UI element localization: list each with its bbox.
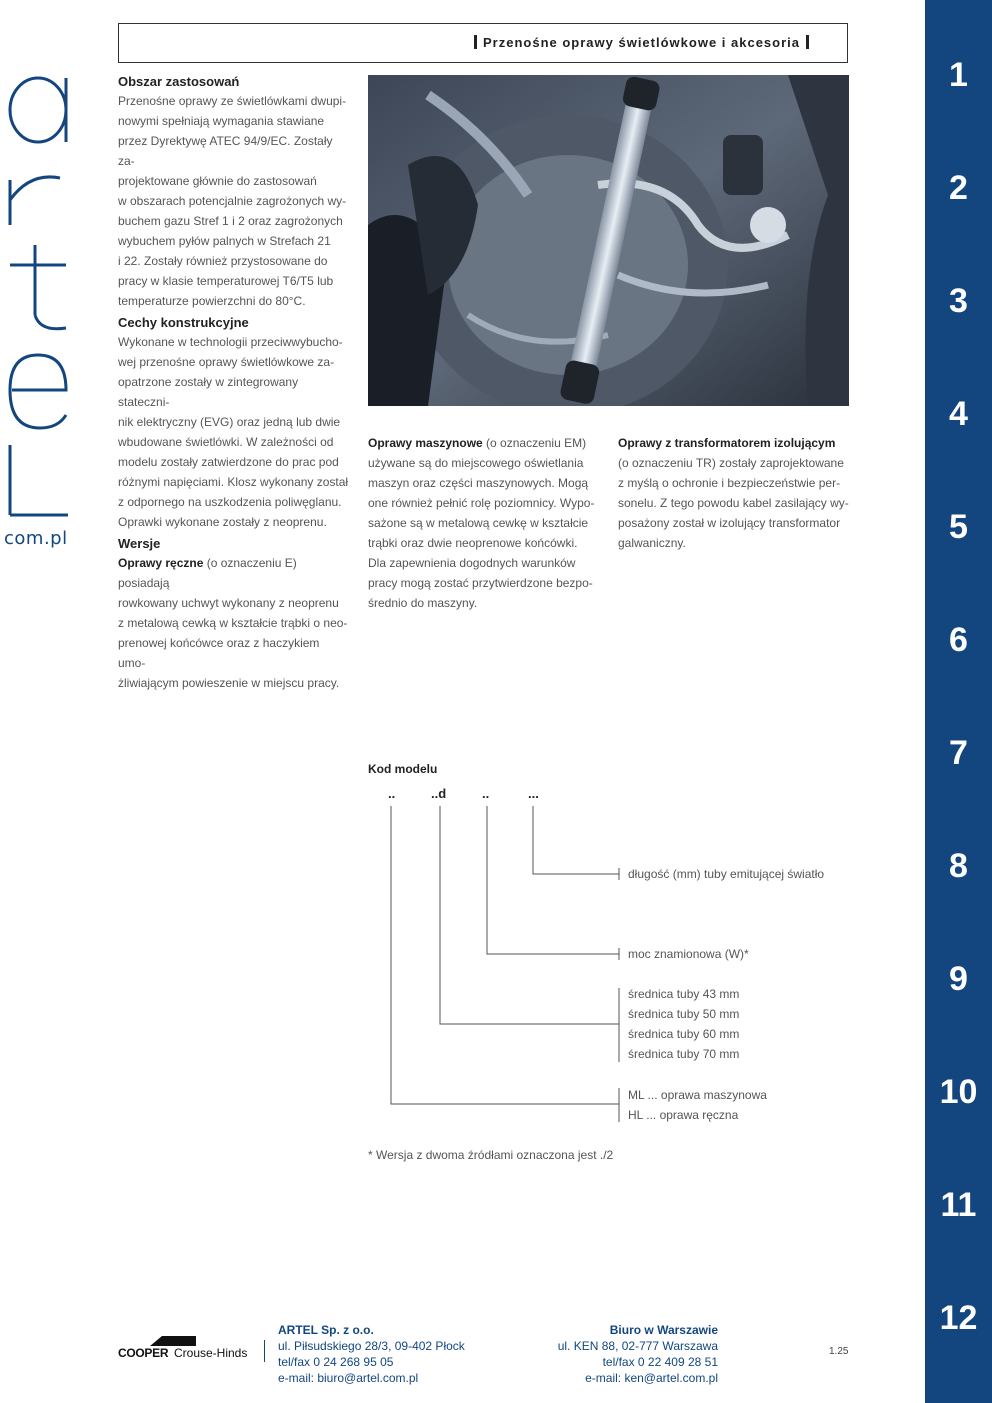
maszynowe-line: trąbki oraz dwie neoprenowe końcówki. [368, 536, 578, 550]
kod-code-3: .. [482, 786, 490, 801]
wersje-heading: Wersje [118, 536, 161, 551]
cooper-brand-rest: Crouse-Hinds [174, 1346, 248, 1360]
obszar-line: projektowane głównie do zastosowań [118, 174, 317, 188]
kod-srednica: średnica tuby 50 mm [628, 1007, 740, 1021]
kod-code-1: .. [388, 786, 396, 801]
transformator-line: sonelu. Z tego powodu kabel zasilający wy- [618, 496, 849, 510]
wersje-line: żliwiającym powieszenie w miejscu pracy. [118, 676, 340, 690]
footer-company [278, 1322, 465, 1386]
wersje-first: (o oznaczeniu E) posiadają [118, 556, 297, 590]
transformator-line: z myślą o ochronie i bezpieczeństwie per- [618, 476, 841, 490]
maszynowe-line: maszyn oraz części maszynowych. Mogą [368, 476, 589, 490]
wersje-line: rowkowany uchwyt wykonany z neoprenu [118, 596, 339, 610]
tab-10[interactable]: 10 [939, 1073, 978, 1111]
maszynowe-bold: Oprawy maszynowe [368, 436, 483, 450]
tab-2[interactable]: 2 [949, 169, 968, 207]
tab-6[interactable]: 6 [949, 621, 968, 659]
tab-9[interactable]: 9 [949, 960, 968, 998]
kod-typ: HL ... oprawa ręczna [628, 1108, 739, 1122]
tab-7[interactable]: 7 [949, 734, 968, 772]
tab-1[interactable]: 1 [949, 56, 968, 94]
tab-11[interactable]: 11 [940, 1186, 977, 1224]
header-title: Przenośne oprawy świetlówkowe i akcesoria [483, 35, 800, 50]
wersje-bold: Oprawy ręczne [118, 556, 204, 570]
tab-3[interactable]: 3 [949, 282, 968, 320]
maszynowe-line: sażone są w metalową cewkę w kształcie [368, 516, 589, 530]
cechy-line: wej przenośne oprawy świetlówkowe za- [118, 355, 335, 369]
obszar-line: pracy w klasie temperaturowej T6/T5 lub [118, 274, 334, 288]
transformator-line: galwaniczny. [618, 536, 686, 550]
tab-12[interactable]: 12 [939, 1299, 978, 1337]
cechy-line: z odpornego na uszkodzenia poliwęglanu. [118, 495, 342, 509]
kod-heading: Kod modelu [368, 762, 438, 776]
maszynowe-line: one również pełnić rolę poziomnicy. Wypo- [368, 496, 595, 510]
obszar-heading: Obszar zastosowań [118, 74, 240, 89]
tab-5[interactable]: 5 [949, 508, 968, 546]
office-email: e-mail: ken@artel.com.pl [585, 1371, 718, 1385]
maszynowe-first: (o oznaczeniu EM) [482, 436, 587, 450]
chapter-tabs [925, 0, 992, 1403]
obszar-line: buchem gazu Stref 1 i 2 oraz zagrożonych [118, 214, 343, 228]
obszar-line: przez Dyrektywę ATEC 94/9/EC. Zostały za- [118, 134, 333, 168]
transformator-line: posażony został w izolujący transformator [618, 516, 841, 530]
wersje-line: prenowej końcówce oraz z haczykiem umo- [118, 636, 320, 670]
kod-code-2: ..d [431, 786, 447, 801]
kod-note: * Wersja z dwoma źródłami oznaczona jest ./2 [368, 1148, 614, 1162]
cechy-line: wbudowane świetlówki. W zależności od [118, 435, 334, 449]
cechy-line: opatrzone zostały w zintegrowany stateczni- [118, 375, 299, 409]
maszynowe-line: pracy mogą zostać przytwierdzone bezpo- [368, 576, 593, 590]
cechy-line: Wykonane w technologii przeciwwybucho- [118, 335, 343, 349]
kod-srednica: średnica tuby 70 mm [628, 1047, 740, 1061]
kod-dlugosc: długość (mm) tuby emitującej światło [628, 867, 825, 881]
office-tel: tel/fax 0 22 409 28 51 [602, 1355, 718, 1369]
cechy-line: modelu zostały zatwierdzone do prac pod [118, 455, 339, 469]
kod-srednice [628, 984, 739, 1064]
company-addr: ul. Piłsudskiego 28/3, 09-402 Płock [278, 1339, 465, 1353]
cechy-line: nik elektryczny (EVG) oraz jedną lub dwie [118, 415, 341, 429]
obszar-line: nowymi spełniają wymagania stawiane [118, 114, 325, 128]
maszynowe-line: używane są do miejscowego oświetlania [368, 456, 584, 470]
kod-typy [628, 1085, 767, 1125]
footer-divider [264, 1340, 265, 1362]
wersje-line: z metalową cewką w kształcie trąbki o neo- [118, 616, 348, 630]
obszar-line: wybuchem pyłów palnych w Strefach 21 [118, 234, 331, 248]
office-addr: ul. KEN 88, 02-777 Warszawa [557, 1339, 718, 1353]
kod-srednica: średnica tuby 60 mm [628, 1027, 740, 1041]
cooper-logo [118, 1332, 258, 1362]
cechy-heading: Cechy konstrukcyjne [118, 315, 249, 330]
maszynowe-line: Dla zapewnienia dogodnych warunków [368, 556, 576, 570]
transformator-line: (o oznaczeniu TR) zostały zaprojektowane [618, 456, 844, 470]
kod-srednica: średnica tuby 43 mm [628, 987, 740, 1001]
obszar-line: temperaturze powierzchni do 80°C. [118, 294, 306, 308]
kod-moc: moc znamionowa (W)* [628, 947, 749, 961]
kod-code-4: ... [528, 786, 539, 801]
tab-8[interactable]: 8 [949, 847, 968, 885]
company-tel: tel/fax 0 24 268 95 05 [278, 1355, 394, 1369]
transformator-bold: Oprawy z transformatorem izolującym [618, 436, 836, 450]
tab-4[interactable]: 4 [949, 395, 968, 433]
cechy-line: różnymi napięciami. Klosz wykonany został [118, 475, 349, 489]
company-email: e-mail: biuro@artel.com.pl [278, 1371, 419, 1385]
office-name: Biuro w Warszawie [609, 1323, 718, 1337]
company-name: ARTEL Sp. z o.o. [278, 1323, 374, 1337]
obszar-line: Przenośne oprawy ze świetlówkami dwupi- [118, 94, 347, 108]
obszar-line: w obszarach potencjalnie zagrożonych wy- [118, 194, 347, 208]
cechy-line: Oprawki wykonane zostały z neoprenu. [118, 515, 327, 529]
page-number: 1.25 [829, 1346, 849, 1357]
obszar-line: i 22. Zostały również przystosowane do [118, 254, 328, 268]
maszynowe-line: średnio do maszyny. [368, 596, 478, 610]
cooper-mark-icon [148, 1332, 198, 1346]
cooper-brand-bold: COOPER [118, 1346, 169, 1360]
footer-office [500, 1322, 718, 1386]
kod-typ: ML ... oprawa maszynowa [628, 1088, 767, 1102]
logo-domain: com.pl [4, 528, 68, 549]
